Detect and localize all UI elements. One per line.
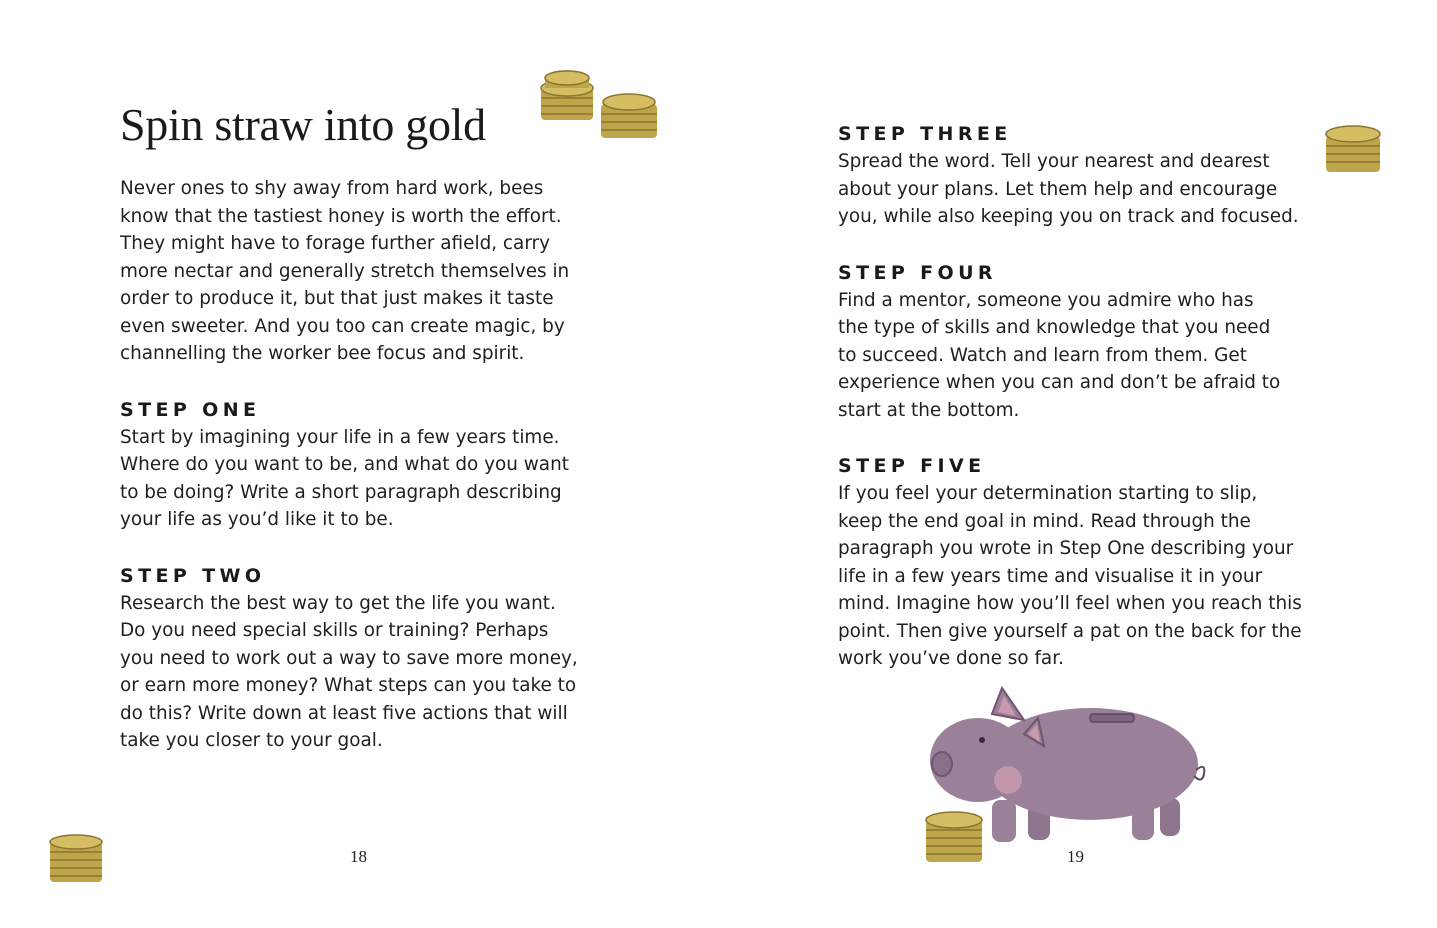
step-one-section <box>120 396 600 534</box>
step-one-line: to be doing? Write a short paragraph describing <box>120 481 562 503</box>
step-five-line: work you’ve done so far. <box>838 648 1064 669</box>
intro-line: Never ones to shy away from hard work, bees <box>120 178 544 199</box>
step-three-line: Spread the word. Tell your nearest and dearest <box>838 151 1270 172</box>
step-two-section <box>120 562 600 755</box>
step-four-heading: STEP FOUR <box>838 261 997 284</box>
step-one-heading: STEP ONE <box>120 398 261 421</box>
step-five-section <box>838 452 1318 673</box>
step-two-heading: STEP TWO <box>120 564 266 587</box>
step-two-line: or earn more money? What steps can you take to <box>120 675 577 696</box>
intro-line: know that the tastiest honey is worth the effort. <box>120 205 562 227</box>
right-page-text <box>838 120 1318 673</box>
step-five-heading: STEP FIVE <box>838 455 986 477</box>
step-three-heading: STEP THREE <box>838 123 1012 145</box>
step-four-line: the type of skills and knowledge that you need <box>838 317 1271 338</box>
page-title: Spin straw into gold <box>120 99 486 150</box>
step-five-line: keep the end goal in mind. Read through the <box>838 510 1251 532</box>
step-one-line: your life as you’d like it to be. <box>120 509 394 530</box>
page-number-right: 19 <box>1067 847 1084 866</box>
step-two-line: Do you need special skills or training? Perhaps <box>120 620 549 641</box>
step-two-line: Research the best way to get the life you want. <box>120 592 556 614</box>
step-three-line: about your plans. Let them help and encourage <box>838 178 1278 200</box>
step-one-line: Where do you want to be, and what do you want <box>120 454 569 475</box>
coin-stacks-illustration <box>535 68 665 148</box>
coin-stack-icon <box>926 812 982 862</box>
step-three-section <box>838 120 1318 231</box>
step-four-line: start at the bottom. <box>838 399 1020 421</box>
step-five-line: paragraph you wrote in Step One describing your <box>838 538 1294 559</box>
step-two-line: do this? Write down at least five actions that will <box>120 702 568 724</box>
coin-stack-icon <box>1320 120 1390 180</box>
intro-line: They might have to forage further afield, carry <box>120 233 550 254</box>
intro-line: order to produce it, but that just makes it taste <box>120 288 554 309</box>
intro-line: more nectar and generally stretch themselves in <box>120 260 570 282</box>
step-one-line: Start by imagining your life in a few years time. <box>120 426 560 448</box>
step-three-line: you, while also keeping you on track and focused. <box>838 206 1299 227</box>
step-five-line: point. Then give yourself a pat on the back for the <box>838 620 1302 642</box>
coin-stack-icon <box>601 94 657 138</box>
piggy-bank-illustration <box>920 682 1230 872</box>
intro-line: even sweeter. And you too can create magic, by <box>120 315 565 337</box>
page-number-left: 18 <box>350 847 367 866</box>
step-four-section <box>838 259 1318 425</box>
step-four-line: Find a mentor, someone you admire who has <box>838 289 1254 311</box>
coin-stack-icon <box>541 71 593 120</box>
step-five-line: life in a few years time and visualise it in your <box>838 565 1263 587</box>
step-five-line: mind. Imagine how you’ll feel when you reach this <box>838 593 1302 614</box>
step-two-line: take you closer to your goal. <box>120 730 383 751</box>
intro-paragraph <box>120 175 600 368</box>
step-five-line: If you feel your determination starting to slip, <box>838 483 1258 504</box>
intro-line: channelling the worker bee focus and spirit. <box>120 343 525 364</box>
left-page-text <box>120 175 600 755</box>
step-four-line: to succeed. Watch and learn from them. Get <box>838 344 1247 366</box>
step-four-line: experience when you can and don’t be afraid to <box>838 372 1281 393</box>
coin-stack-icon <box>44 832 110 888</box>
step-two-line: you need to work out a way to save more money, <box>120 647 578 669</box>
